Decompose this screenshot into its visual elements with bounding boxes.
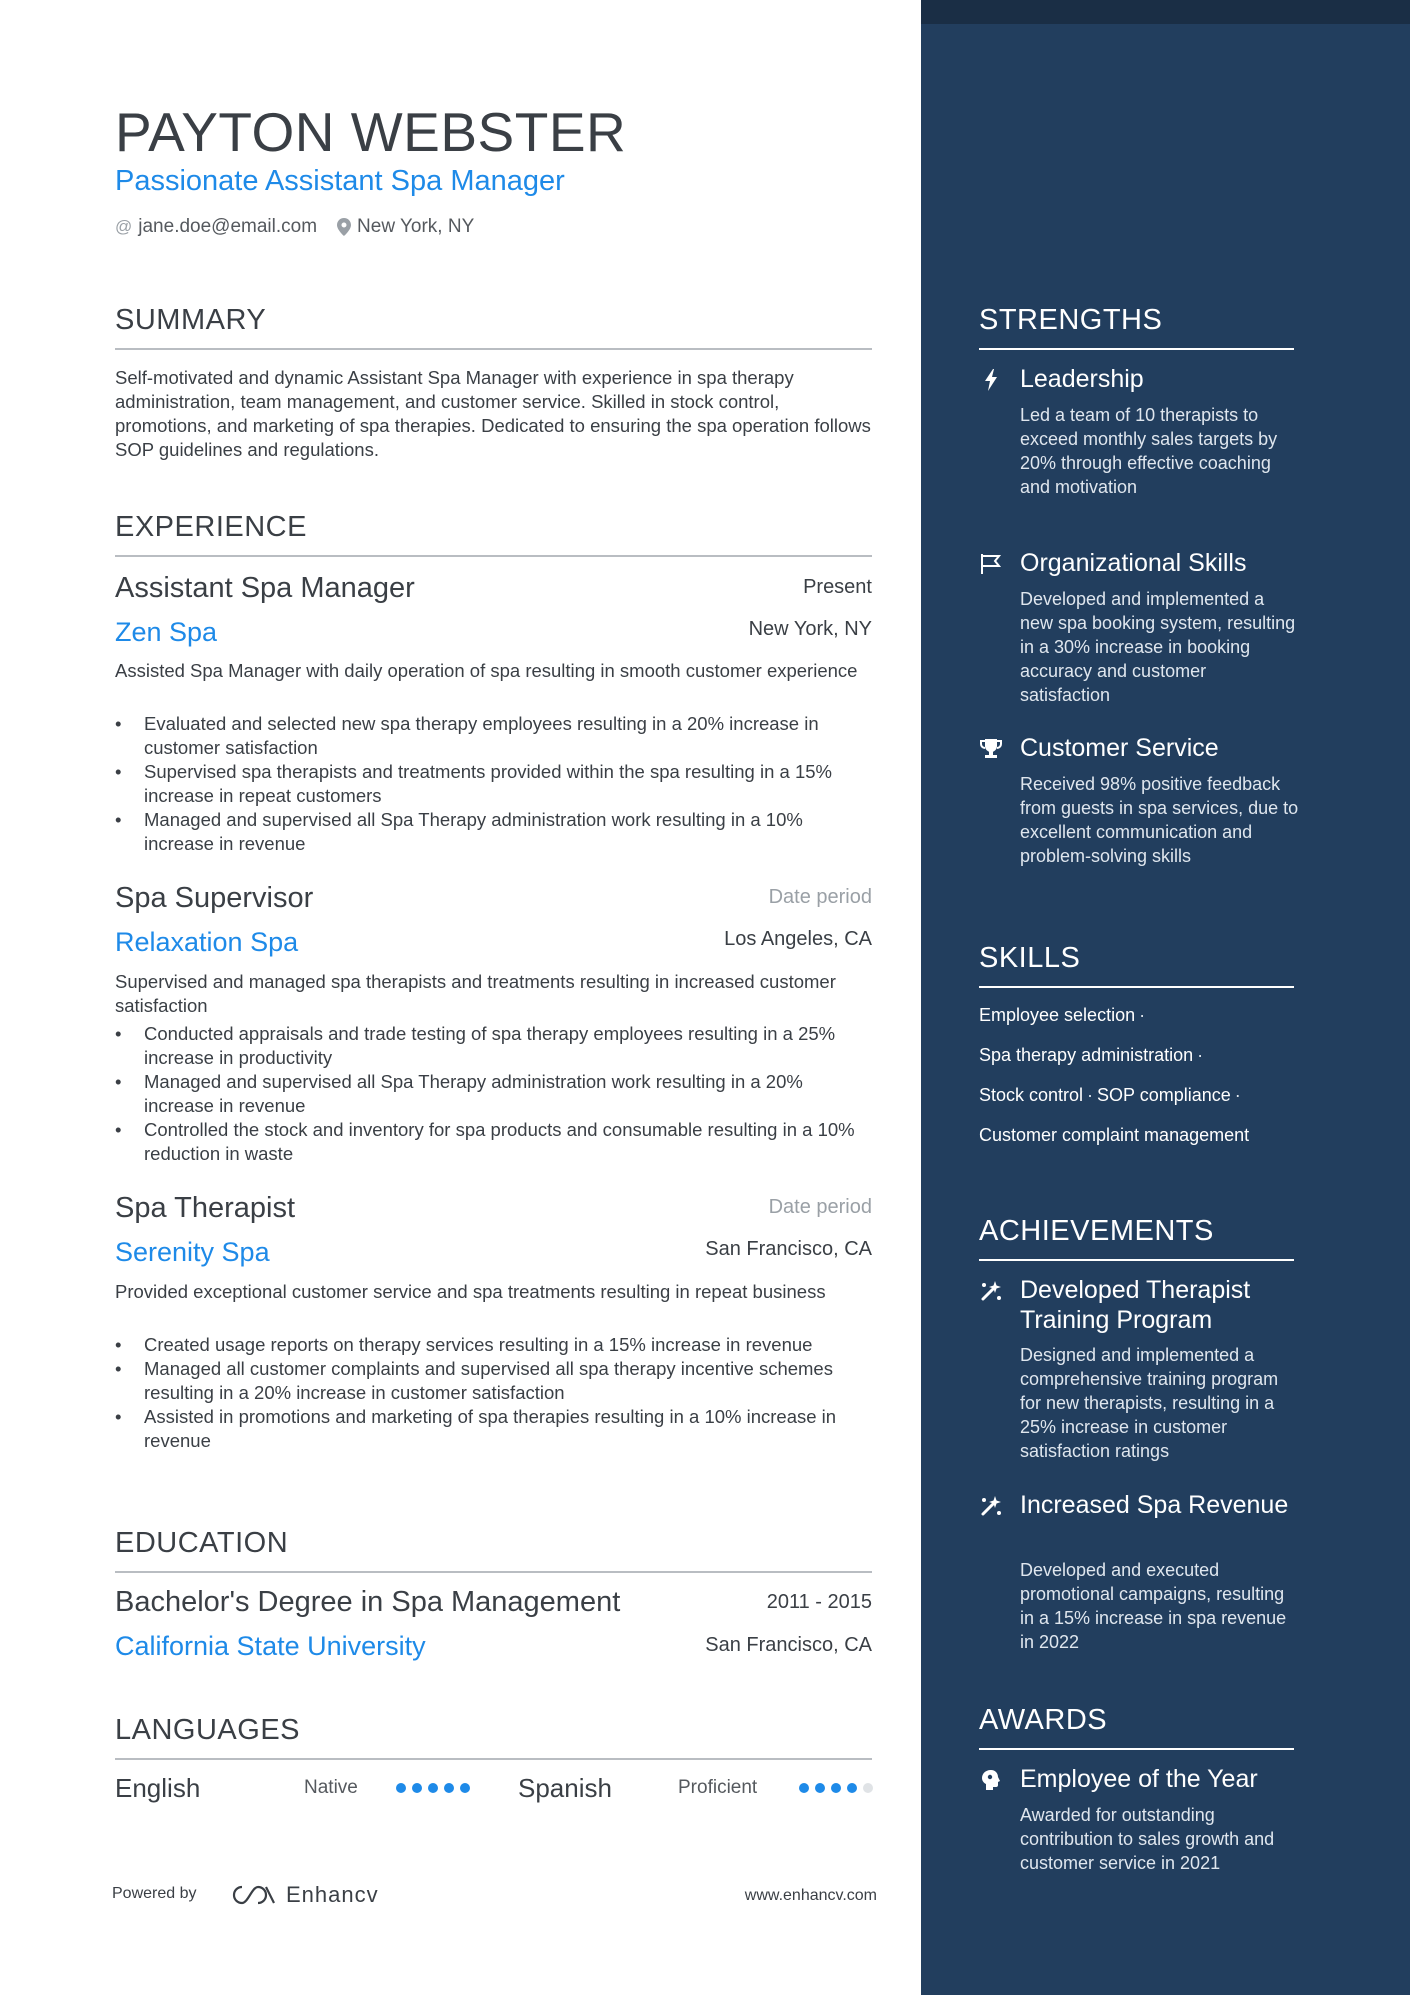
job-bullet: • Conducted appraisals and trade testing of spa therapy employees resulting in a 25% increase in productivity: [115, 1022, 872, 1070]
award-description: Awarded for outstanding contribution to sales growth and customer service in 2021: [1020, 1805, 1275, 1873]
job-date: Date period: [768, 886, 872, 908]
job-bullet: • Evaluated and selected new spa therapy employees resulting in a 20% increase in customer satisfaction: [115, 712, 872, 760]
skills-line: [979, 1082, 1294, 1122]
achievements-title: ACHIEVEMENTS: [979, 1215, 1214, 1247]
sidebar-top-bar: [921, 0, 1410, 24]
strength-title: Leadership: [1020, 365, 1144, 393]
school-location: San Francisco, CA: [705, 1634, 872, 1656]
job-location: Los Angeles, CA: [724, 928, 872, 950]
rating-dot-empty: [863, 1783, 873, 1793]
education-title: EDUCATION: [115, 1527, 289, 1559]
candidate-headline: Passionate Assistant Spa Manager: [115, 165, 565, 197]
candidate-name: PAYTON WEBSTER: [115, 101, 627, 163]
job-bullet: • Controlled the stock and inventory for spa products and consumable resulting in a 10% reduction in waste: [115, 1118, 872, 1166]
strength-title: Customer Service: [1020, 734, 1219, 762]
sidebar-background: [921, 0, 1410, 1995]
sparkle-icon: [979, 1279, 1003, 1303]
enhancv-brand-text: Enhancv: [286, 1882, 379, 1907]
skill-item: Spa therapy administration: [979, 1045, 1194, 1065]
job-bullet: • Managed and supervised all Spa Therapy administration work resulting in a 10% increase in revenue: [115, 808, 872, 856]
job-location: San Francisco, CA: [705, 1238, 872, 1260]
skill-item: Stock control: [979, 1085, 1084, 1105]
website-link[interactable]: www.enhancv.com: [744, 1887, 877, 1904]
rating-dot-filled: [815, 1783, 825, 1793]
rating-dot-filled: [444, 1783, 454, 1793]
job-bullet: • Managed all customer complaints and supervised all spa therapy incentive schemes resulting in a 20% increase in customer satisfaction: [115, 1357, 872, 1405]
skill-separator: ·: [1234, 1085, 1241, 1105]
strength-description: Received 98% positive feedback from guests in spa services, due to excellent communication and problem-solving skills: [1020, 774, 1299, 866]
skill-item: Customer complaint management: [979, 1125, 1250, 1145]
language-rating: [396, 1783, 470, 1793]
lightning-icon: [979, 368, 1003, 392]
awards-divider: [979, 1748, 1294, 1750]
email-text: jane.doe@email.com: [138, 216, 318, 237]
sparkle-icon: [979, 1494, 1003, 1518]
language-name: English: [115, 1773, 201, 1803]
skills-line: [979, 1002, 1294, 1042]
at-icon: @: [115, 217, 133, 236]
rating-dot-filled: [831, 1783, 841, 1793]
job-description: Supervised and managed spa therapists and treatments resulting in increased customer satisfaction: [115, 971, 836, 1016]
job-description: Assisted Spa Manager with daily operation of spa resulting in smooth customer experience: [115, 660, 858, 681]
flag-icon: [979, 552, 1003, 576]
job-description: Provided exceptional customer service and spa treatments resulting in repeat business: [115, 1281, 826, 1302]
job-date: Date period: [768, 1196, 872, 1218]
degree-title: Bachelor's Degree in Spa Management: [115, 1586, 621, 1618]
job-company: Relaxation Spa: [115, 927, 299, 957]
location-pin-icon: [337, 218, 351, 236]
enhancv-logo-icon: [230, 1883, 278, 1907]
language-level: Proficient: [678, 1777, 758, 1798]
rating-dot-filled: [799, 1783, 809, 1793]
skills-list: [979, 1002, 1294, 1162]
skills-line: [979, 1042, 1294, 1082]
skills-line: [979, 1122, 1294, 1162]
strength-description: Led a team of 10 therapists to exceed monthly sales targets by 20% through effective coaching and motivation: [1020, 405, 1278, 497]
rating-dot-filled: [396, 1783, 406, 1793]
skill-item: SOP compliance: [1097, 1085, 1231, 1105]
achievements-divider: [979, 1259, 1294, 1261]
trophy-icon: [979, 737, 1003, 761]
skill-separator: ·: [1197, 1045, 1204, 1065]
job-bullet: • Managed and supervised all Spa Therapy administration work resulting in a 20% increase in revenue: [115, 1070, 872, 1118]
education-divider: [115, 1571, 872, 1573]
job-bullet: • Created usage reports on therapy services resulting in a 15% increase in revenue: [115, 1333, 872, 1357]
rating-dot-filled: [412, 1783, 422, 1793]
job-bullet: • Assisted in promotions and marketing of spa therapies resulting in a 10% increase in revenue: [115, 1405, 872, 1453]
achievement-description: Designed and implemented a comprehensive training program for new therapists, resulting in a 25% increase in customer satisfaction ratings: [1020, 1345, 1279, 1461]
awards-title: AWARDS: [979, 1704, 1108, 1736]
languages-title: LANGUAGES: [115, 1714, 300, 1746]
strengths-divider: [979, 348, 1294, 350]
job-bullet: • Supervised spa therapists and treatments provided within the spa resulting in a 15% increase in repeat customers: [115, 760, 872, 808]
location-contact: [337, 216, 474, 238]
summary-text: Self-motivated and dynamic Assistant Spa Manager with experience in spa therapy administration, team management, and customer service. Skilled in stock control, promotions, and marketing of spa therapies. Dedicated to ensuring the spa operation follows SOP guidelines and regulations.: [115, 367, 871, 460]
skills-title: SKILLS: [979, 942, 1081, 974]
language-level: Native: [304, 1777, 358, 1798]
language-rating: [799, 1783, 873, 1793]
job-company: Serenity Spa: [115, 1237, 270, 1267]
skills-divider: [979, 986, 1294, 988]
education-dates: 2011 - 2015: [766, 1591, 872, 1613]
job-bullets: [115, 1022, 872, 1166]
rating-dot-filled: [847, 1783, 857, 1793]
award-title: Employee of the Year: [1020, 1765, 1258, 1793]
job-bullets: [115, 712, 872, 856]
language-name: Spanish: [518, 1773, 612, 1803]
experience-title: EXPERIENCE: [115, 511, 307, 543]
skill-item: Employee selection: [979, 1005, 1136, 1025]
achievement-title: Developed Therapist Training Program: [1020, 1276, 1251, 1334]
job-title: Spa Supervisor: [115, 882, 314, 914]
job-date: Present: [803, 576, 872, 598]
enhancv-logo[interactable]: [230, 1882, 379, 1908]
location-text: New York, NY: [357, 216, 475, 237]
contact-info: [115, 216, 474, 238]
languages-row: [115, 1770, 872, 1806]
summary-divider: [115, 348, 872, 350]
strengths-title: STRENGTHS: [979, 304, 1163, 336]
job-bullets: [115, 1333, 872, 1453]
experience-divider: [115, 555, 872, 557]
powered-by-text: Powered by: [112, 1885, 197, 1902]
brain-icon: [979, 1768, 1003, 1792]
achievement-description: Developed and executed promotional campaigns, resulting in a 15% increase in spa revenue in 2022: [1020, 1560, 1287, 1652]
email-contact[interactable]: [115, 216, 317, 238]
strength-description: Developed and implemented a new spa booking system, resulting in a 30% increase in booking accuracy and customer satisfaction: [1020, 589, 1296, 705]
job-company: Zen Spa: [115, 617, 218, 647]
achievement-title: Increased Spa Revenue: [1020, 1491, 1289, 1519]
summary-title: SUMMARY: [115, 304, 267, 336]
rating-dot-filled: [428, 1783, 438, 1793]
job-location: New York, NY: [748, 618, 872, 640]
strength-title: Organizational Skills: [1020, 549, 1247, 577]
job-title: Spa Therapist: [115, 1192, 296, 1224]
rating-dot-filled: [460, 1783, 470, 1793]
footer: [112, 1878, 877, 1914]
skill-separator: ·: [1087, 1085, 1094, 1105]
job-title: Assistant Spa Manager: [115, 572, 415, 604]
skill-separator: ·: [1139, 1005, 1146, 1025]
languages-divider: [115, 1758, 872, 1760]
school-name: California State University: [115, 1631, 426, 1661]
